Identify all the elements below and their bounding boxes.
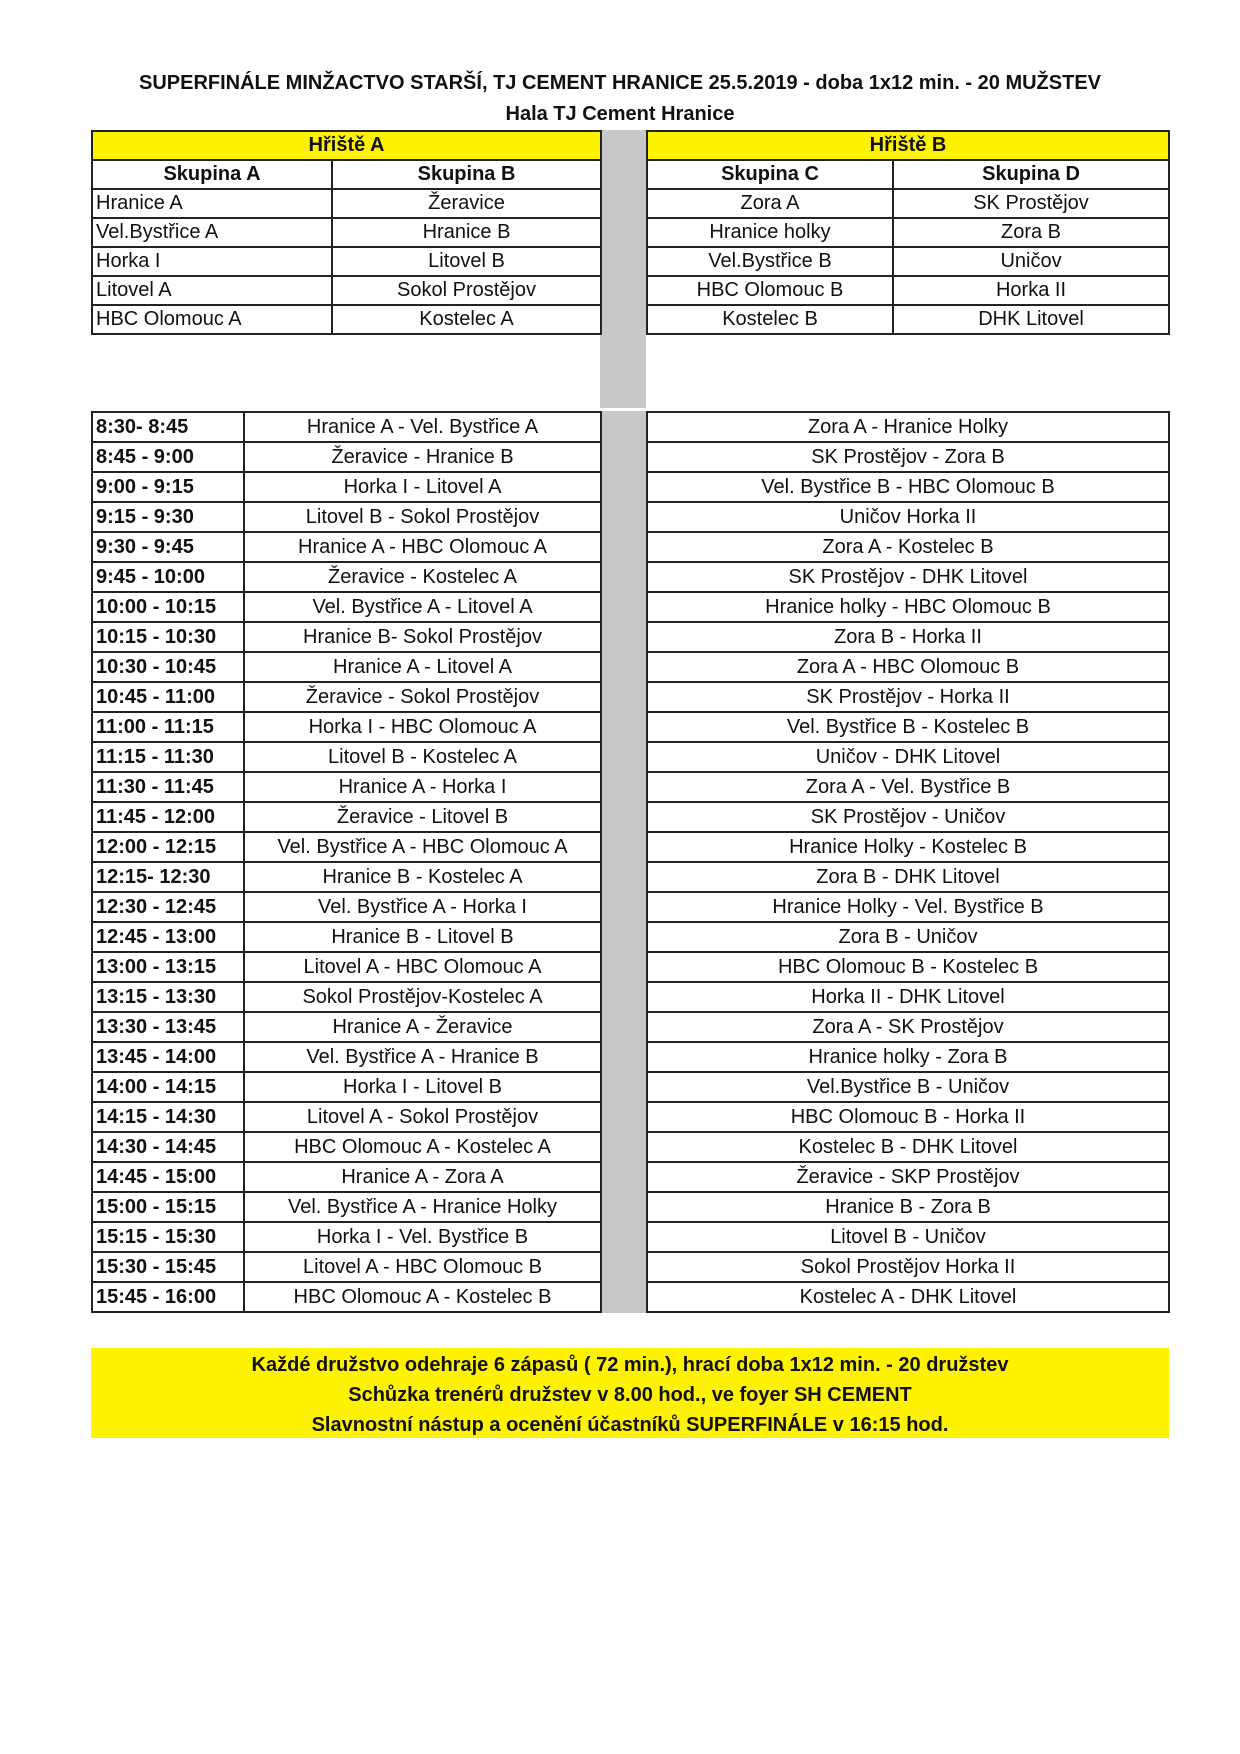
schedule-row (647, 1222, 1169, 1252)
time-slot: 14:00 - 14:15 (92, 1072, 244, 1102)
hall-b-label: Hřiště B (647, 131, 1169, 160)
table-row (647, 218, 1169, 247)
schedule-row (647, 892, 1169, 922)
match-cell: Hranice A - Vel. Bystřice A (244, 412, 601, 442)
team-cell: Hranice holky (647, 218, 893, 247)
schedule-row (92, 982, 601, 1012)
time-slot: 11:00 - 11:15 (92, 712, 244, 742)
match-cell: Hranice B - Zora B (647, 1192, 1169, 1222)
match-cell: Litovel B - Sokol Prostějov (244, 502, 601, 532)
match-cell: Hranice B - Kostelec A (244, 862, 601, 892)
match-cell: HBC Olomouc B - Kostelec B (647, 952, 1169, 982)
time-slot: 8:45 - 9:00 (92, 442, 244, 472)
schedule-row (647, 1072, 1169, 1102)
team-cell: Žeravice (332, 189, 601, 218)
footer-line: Slavnostní nástup a ocenění účastníků SUPERFINÁLE v 16:15 hod. (311, 1414, 949, 1436)
match-cell: Horka I - HBC Olomouc A (244, 712, 601, 742)
schedule-table-hall-a (91, 411, 602, 1313)
schedule-row (647, 682, 1169, 712)
team-cell: Vel.Bystřice A (92, 218, 332, 247)
time-slot: 13:00 - 13:15 (92, 952, 244, 982)
match-cell: Vel. Bystřice A - Litovel A (244, 592, 601, 622)
match-cell: HBC Olomouc A - Kostelec B (244, 1282, 601, 1312)
team-cell: Hranice A (92, 189, 332, 218)
schedule-row (647, 1132, 1169, 1162)
match-cell: Hranice A - Litovel A (244, 652, 601, 682)
schedule-row (647, 1012, 1169, 1042)
schedule-row (92, 532, 601, 562)
time-slot: 11:45 - 12:00 (92, 802, 244, 832)
schedule-row (647, 532, 1169, 562)
match-cell: Litovel A - HBC Olomouc A (244, 952, 601, 982)
match-cell: Žeravice - Litovel B (244, 802, 601, 832)
schedule-row (92, 892, 601, 922)
match-cell: Vel. Bystřice B - HBC Olomouc B (647, 472, 1169, 502)
time-slot: 13:45 - 14:00 (92, 1042, 244, 1072)
match-cell: Hranice holky - Zora B (647, 1042, 1169, 1072)
time-slot: 9:00 - 9:15 (92, 472, 244, 502)
schedule-row (92, 652, 601, 682)
schedule-row (92, 1222, 601, 1252)
schedule-row (92, 472, 601, 502)
match-cell: Uničov Horka II (647, 502, 1169, 532)
schedule-row (92, 1102, 601, 1132)
match-cell: Zora A - HBC Olomouc B (647, 652, 1169, 682)
table-row (647, 247, 1169, 276)
team-cell: Litovel A (92, 276, 332, 305)
match-cell: Vel.Bystřice B - Uničov (647, 1072, 1169, 1102)
match-cell: Zora B - Uničov (647, 922, 1169, 952)
schedule-row (92, 592, 601, 622)
schedule-row (92, 1192, 601, 1222)
match-cell: Žeravice - Kostelec A (244, 562, 601, 592)
match-cell: Hranice A - Zora A (244, 1162, 601, 1192)
match-cell: Hranice B- Sokol Prostějov (244, 622, 601, 652)
team-cell: Kostelec A (332, 305, 601, 334)
schedule-row (647, 1162, 1169, 1192)
schedule-row (647, 562, 1169, 592)
time-slot: 15:00 - 15:15 (92, 1192, 244, 1222)
time-slot: 12:00 - 12:15 (92, 832, 244, 862)
match-cell: Sokol Prostějov-Kostelec A (244, 982, 601, 1012)
schedule-row (647, 1192, 1169, 1222)
match-cell: Vel. Bystřice A - Hranice Holky (244, 1192, 601, 1222)
team-cell: Sokol Prostějov (332, 276, 601, 305)
schedule-row (92, 862, 601, 892)
match-cell: Horka I - Vel. Bystřice B (244, 1222, 601, 1252)
match-cell: Litovel A - HBC Olomouc B (244, 1252, 601, 1282)
schedule-row (647, 712, 1169, 742)
schedule-row (647, 442, 1169, 472)
match-cell: Hranice Holky - Vel. Bystřice B (647, 892, 1169, 922)
time-slot: 9:45 - 10:00 (92, 562, 244, 592)
table-row (647, 276, 1169, 305)
match-cell: Žeravice - Sokol Prostějov (244, 682, 601, 712)
schedule-row (647, 832, 1169, 862)
hall-divider (600, 130, 646, 408)
team-cell: Kostelec B (647, 305, 893, 334)
team-cell: Zora B (893, 218, 1169, 247)
match-cell: SK Prostějov - DHK Litovel (647, 562, 1169, 592)
time-slot: 10:45 - 11:00 (92, 682, 244, 712)
schedule-row (647, 802, 1169, 832)
team-cell: Horka I (92, 247, 332, 276)
schedule-row (92, 832, 601, 862)
time-slot: 11:15 - 11:30 (92, 742, 244, 772)
match-cell: Hranice B - Litovel B (244, 922, 601, 952)
match-cell: Hranice A - HBC Olomouc A (244, 532, 601, 562)
match-cell: Hranice A - Žeravice (244, 1012, 601, 1042)
match-cell: Hranice Holky - Kostelec B (647, 832, 1169, 862)
table-row (92, 305, 601, 334)
schedule-row (647, 472, 1169, 502)
match-cell: Litovel B - Uničov (647, 1222, 1169, 1252)
page-title: SUPERFINÁLE MINŽACTVO STARŠÍ, TJ CEMENT HRANICE 25.5.2019 - doba 1x12 min. - 20 MUŽSTEV (138, 72, 1102, 94)
schedule-row (92, 442, 601, 472)
schedule-row (647, 1282, 1169, 1312)
schedule-row (92, 502, 601, 532)
page-subtitle: Hala TJ Cement Hranice (505, 103, 735, 125)
time-slot: 12:30 - 12:45 (92, 892, 244, 922)
schedule-row (92, 952, 601, 982)
match-cell: Zora A - Hranice Holky (647, 412, 1169, 442)
match-cell: Kostelec B - DHK Litovel (647, 1132, 1169, 1162)
time-slot: 9:15 - 9:30 (92, 502, 244, 532)
hall-a-label: Hřiště A (92, 131, 601, 160)
footer-line: Každé družstvo odehraje 6 zápasů ( 72 min.), hrací doba 1x12 min. - 20 družstev (251, 1354, 1009, 1376)
match-cell: Vel. Bystřice A - HBC Olomouc A (244, 832, 601, 862)
match-cell: Zora A - SK Prostějov (647, 1012, 1169, 1042)
match-cell: Horka I - Litovel B (244, 1072, 601, 1102)
team-cell: Litovel B (332, 247, 601, 276)
schedule-row (647, 952, 1169, 982)
team-cell: Vel.Bystřice B (647, 247, 893, 276)
schedule-row (647, 652, 1169, 682)
schedule-row (92, 1132, 601, 1162)
schedule-row (92, 1072, 601, 1102)
match-cell: Žeravice - SKP Prostějov (647, 1162, 1169, 1192)
match-cell: HBC Olomouc B - Horka II (647, 1102, 1169, 1132)
match-cell: Zora A - Vel. Bystřice B (647, 772, 1169, 802)
schedule-row (647, 622, 1169, 652)
time-slot: 13:15 - 13:30 (92, 982, 244, 1012)
schedule-row (647, 772, 1169, 802)
schedule-row (647, 922, 1169, 952)
table-row (647, 189, 1169, 218)
schedule-row (92, 712, 601, 742)
match-cell: Kostelec A - DHK Litovel (647, 1282, 1169, 1312)
time-slot: 11:30 - 11:45 (92, 772, 244, 802)
schedule-row (92, 802, 601, 832)
table-row (92, 218, 601, 247)
footer-line: Schůzka trenérů družstev v 8.00 hod., ve foyer SH CEMENT (348, 1384, 912, 1406)
match-cell: Litovel A - Sokol Prostějov (244, 1102, 601, 1132)
time-slot: 14:15 - 14:30 (92, 1102, 244, 1132)
schedule-row (92, 772, 601, 802)
team-cell: Uničov (893, 247, 1169, 276)
schedule-row (92, 622, 601, 652)
group-header: Skupina C (647, 160, 893, 189)
time-slot: 10:15 - 10:30 (92, 622, 244, 652)
schedule-row (647, 982, 1169, 1012)
team-cell: DHK Litovel (893, 305, 1169, 334)
time-slot: 12:15- 12:30 (92, 862, 244, 892)
schedule-row (92, 562, 601, 592)
time-slot: 10:00 - 10:15 (92, 592, 244, 622)
match-cell: Vel. Bystřice A - Horka I (244, 892, 601, 922)
group-header: Skupina D (893, 160, 1169, 189)
match-cell: HBC Olomouc A - Kostelec A (244, 1132, 601, 1162)
match-cell: Sokol Prostějov Horka II (647, 1252, 1169, 1282)
team-cell: Horka II (893, 276, 1169, 305)
team-cell: HBC Olomouc B (647, 276, 893, 305)
schedule-row (92, 742, 601, 772)
team-cell: HBC Olomouc A (92, 305, 332, 334)
schedule-row (647, 502, 1169, 532)
match-cell: SK Prostějov - Horka II (647, 682, 1169, 712)
table-row (92, 189, 601, 218)
match-cell: SK Prostějov - Zora B (647, 442, 1169, 472)
match-cell: Žeravice - Hranice B (244, 442, 601, 472)
match-cell: Zora B - Horka II (647, 622, 1169, 652)
schedule-row (647, 412, 1169, 442)
table-row (647, 305, 1169, 334)
table-row (92, 247, 601, 276)
schedule-row (647, 1102, 1169, 1132)
info-footer (91, 1348, 1169, 1438)
time-slot: 14:45 - 15:00 (92, 1162, 244, 1192)
match-cell: Horka II - DHK Litovel (647, 982, 1169, 1012)
team-cell: SK Prostějov (893, 189, 1169, 218)
time-slot: 15:45 - 16:00 (92, 1282, 244, 1312)
match-cell: Zora A - Kostelec B (647, 532, 1169, 562)
schedule-row (92, 1042, 601, 1072)
match-cell: Hranice A - Horka I (244, 772, 601, 802)
schedule-table-hall-b (646, 411, 1170, 1313)
match-cell: Vel. Bystřice B - Kostelec B (647, 712, 1169, 742)
groups-table-hall-b (646, 130, 1170, 335)
schedule-row (92, 1282, 601, 1312)
schedule-row (92, 682, 601, 712)
match-cell: SK Prostějov - Uničov (647, 802, 1169, 832)
groups-table-hall-a (91, 130, 602, 335)
schedule-divider (600, 411, 646, 1313)
time-slot: 12:45 - 13:00 (92, 922, 244, 952)
schedule-row (647, 862, 1169, 892)
match-cell: Litovel B - Kostelec A (244, 742, 601, 772)
time-slot: 14:30 - 14:45 (92, 1132, 244, 1162)
schedule-row (647, 742, 1169, 772)
schedule-row (92, 412, 601, 442)
time-slot: 8:30- 8:45 (92, 412, 244, 442)
team-cell: Zora A (647, 189, 893, 218)
time-slot: 9:30 - 9:45 (92, 532, 244, 562)
schedule-row (92, 1252, 601, 1282)
match-cell: Zora B - DHK Litovel (647, 862, 1169, 892)
match-cell: Vel. Bystřice A - Hranice B (244, 1042, 601, 1072)
time-slot: 15:15 - 15:30 (92, 1222, 244, 1252)
match-cell: Uničov - DHK Litovel (647, 742, 1169, 772)
time-slot: 15:30 - 15:45 (92, 1252, 244, 1282)
schedule-row (647, 592, 1169, 622)
time-slot: 10:30 - 10:45 (92, 652, 244, 682)
schedule-row (647, 1042, 1169, 1072)
match-cell: Hranice holky - HBC Olomouc B (647, 592, 1169, 622)
match-cell: Horka I - Litovel A (244, 472, 601, 502)
schedule-row (92, 1162, 601, 1192)
schedule-row (92, 922, 601, 952)
group-header: Skupina A (92, 160, 332, 189)
table-row (92, 276, 601, 305)
team-cell: Hranice B (332, 218, 601, 247)
schedule-row (647, 1252, 1169, 1282)
schedule-row (92, 1012, 601, 1042)
group-header: Skupina B (332, 160, 601, 189)
time-slot: 13:30 - 13:45 (92, 1012, 244, 1042)
